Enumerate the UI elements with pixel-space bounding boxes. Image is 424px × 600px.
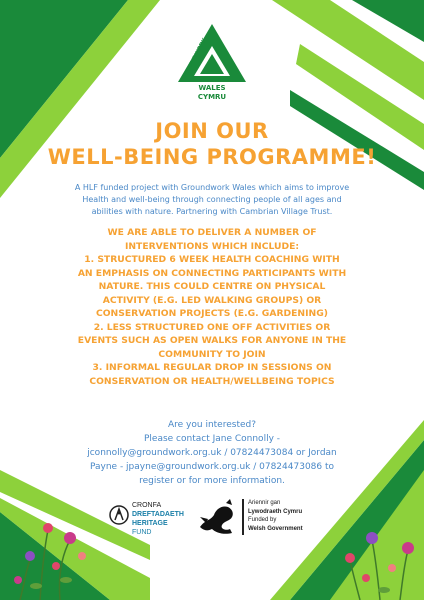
page-title — [0, 118, 424, 170]
intro-line: Health and well-being through connecting people of all ages and — [82, 195, 342, 204]
interventions-line: INTERVENTIONS WHICH INCLUDE: — [124, 240, 300, 252]
heritage-line-2: DREFTADAETH — [132, 511, 184, 518]
heritage-line-4: FUND — [132, 529, 152, 536]
contact-line: jconnolly@groundwork.org.uk / 07824473084 or Jordan — [87, 448, 337, 458]
logo-divider — [242, 499, 244, 535]
interventions-line: NATURE. THIS COULD CENTRE ON PHYSICAL — [98, 281, 326, 292]
contact-line: register or for more information. — [139, 476, 285, 486]
interventions-line: CONSERVATION PROJECTS (E.G. GARDENING) — [96, 308, 328, 319]
welsh-dragon-icon — [196, 497, 240, 537]
lottery-crossed-fingers-icon — [108, 503, 130, 527]
interventions-line: 2. LESS STRUCTURED ONE OFF ACTIVITIES OR — [93, 321, 331, 333]
interventions-line: CONSERVATION OR HEALTH/WELLBEING TOPICS — [89, 375, 335, 387]
contact-line: Are you interested? — [167, 420, 256, 430]
interventions-line: COMMUNITY TO JOIN — [158, 348, 266, 360]
logo-text — [172, 84, 252, 102]
interventions-line: 1. STRUCTURED 6 WEEK HEALTH COACHING WITH — [84, 254, 340, 265]
heritage-line-3: HERITAGE — [132, 520, 168, 527]
interventions-line: WE ARE ABLE TO DELIVER A NUMBER OF — [107, 227, 317, 238]
interventions-line: AN EMPHASIS ON CONNECTING PARTICIPANTS WITH — [77, 267, 347, 279]
welsh-gov-line-4: Welsh Government — [248, 525, 303, 532]
contact-section — [40, 418, 384, 488]
interventions-list — [18, 226, 406, 388]
title-line-1: JOIN OUR — [155, 119, 269, 143]
logo-region-cymru: CYMRU — [197, 93, 227, 101]
intro-line: A HLF funded project with Groundwork Wales which aims to improve — [74, 183, 350, 192]
logo-region-wales: WALES — [198, 84, 226, 92]
contact-line: Please contact Jane Connolly - — [143, 434, 281, 444]
welsh-gov-line-1: Ariennir gan — [248, 500, 281, 506]
welsh-gov-line-2: Lywodraeth Cymru — [248, 508, 303, 515]
logo-org-name-wrap — [176, 37, 216, 81]
logo-org-name: GROUNDWORK — [181, 37, 209, 81]
contact-line: Payne - jpayne@groundwork.org.uk / 07824473086 to — [89, 462, 335, 472]
heritage-line-1: CRONFA — [132, 502, 162, 509]
intro-line: abilities with nature. Partnering with Cambrian Village Trust. — [91, 207, 333, 216]
heritage-fund-logo — [108, 497, 198, 543]
intro-paragraph — [24, 182, 400, 218]
welsh-gov-line-3: Funded by — [248, 517, 277, 523]
interventions-line: 3. INFORMAL REGULAR DROP IN SESSIONS ON — [92, 362, 332, 373]
interventions-line: EVENTS SUCH AS OPEN WALKS FOR ANYONE IN THE — [77, 335, 347, 346]
title-line-2: WELL-BEING PROGRAMME! — [47, 145, 377, 169]
interventions-line: ACTIVITY (E.G. LED WALKING GROUPS) OR — [102, 294, 322, 306]
welsh-government-logo — [196, 493, 316, 543]
